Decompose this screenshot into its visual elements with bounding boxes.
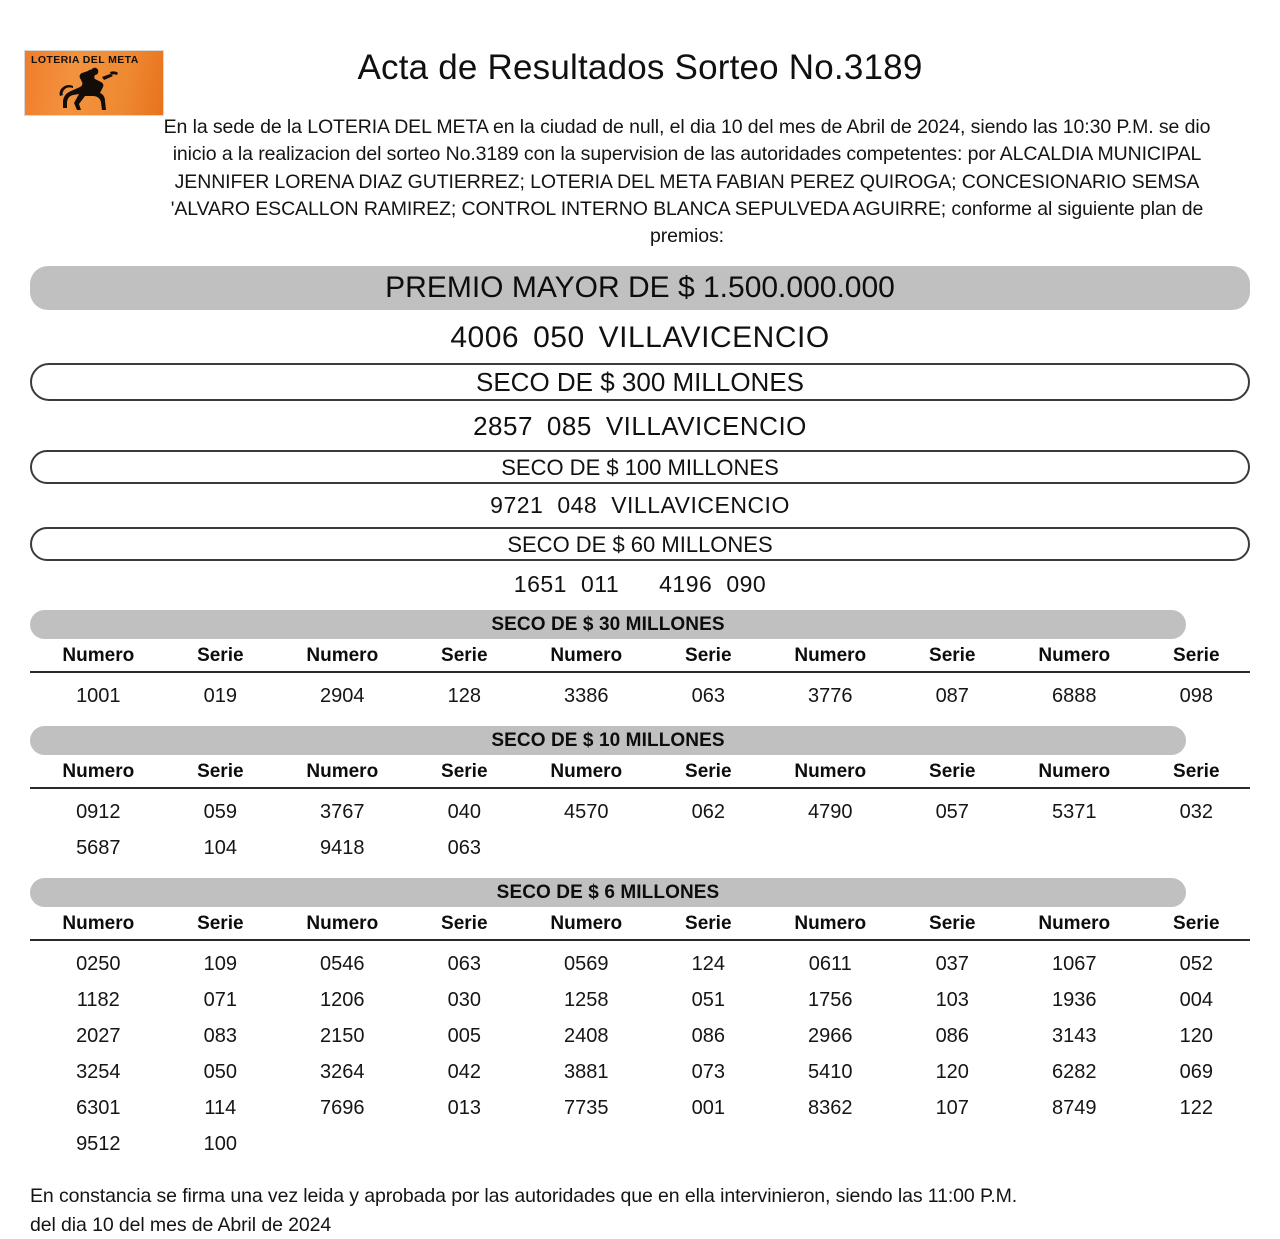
cell-numero: 7696 (320, 1097, 365, 1120)
footer-line-1: En constancia se firma una vez leida y aprobada por las autoridades que en ella intervinieron, siendo las 11:00 P.M. (30, 1185, 1018, 1208)
premio-mayor-banner: PREMIO MAYOR DE $ 1.500.000.000 (30, 266, 1250, 310)
column-header-serie-7: Serie (899, 911, 1006, 940)
cell-numero: 8362 (808, 1097, 853, 1120)
column-header-serie-9: Serie (1143, 759, 1250, 788)
cell-serie: 083 (203, 1025, 237, 1048)
cell-numero: 3386 (564, 685, 609, 708)
seco-60-serie-1: 011 (580, 571, 620, 598)
seco-300-ciudad: VILLAVICENCIO (605, 411, 807, 442)
seco-100-winner (18, 492, 1262, 519)
table-row (30, 940, 1250, 982)
cell-serie: 052 (1179, 953, 1213, 976)
column-header-numero-4: Numero (518, 643, 655, 672)
cell-numero: 0250 (76, 953, 121, 976)
premio-mayor-winner (18, 321, 1262, 355)
cell-serie: 087 (935, 685, 969, 708)
seco-60-serie-2: 090 (726, 571, 767, 598)
table-row (30, 1126, 1250, 1162)
seco-30-table (30, 643, 1250, 714)
column-header-serie-1: Serie (167, 911, 274, 940)
seco-6-section (18, 878, 1262, 1162)
column-header-serie-5: Serie (655, 759, 762, 788)
seco-30-banner: SECO DE $ 30 MILLONES (30, 610, 1186, 639)
cell-serie: 001 (691, 1097, 725, 1120)
cell-numero: 1067 (1052, 953, 1097, 976)
cell-numero: 2027 (76, 1025, 121, 1048)
cell-serie: 100 (203, 1133, 237, 1156)
cell-numero: 5410 (808, 1061, 853, 1084)
column-header-numero-8: Numero (1006, 643, 1143, 672)
seco-10-table (30, 759, 1250, 866)
cell-numero (274, 1126, 411, 1162)
column-header-numero-2: Numero (274, 911, 411, 940)
cell-serie: 063 (447, 837, 481, 860)
cell-numero: 2150 (320, 1025, 365, 1048)
cell-serie: 114 (204, 1097, 237, 1120)
cell-serie: 051 (691, 989, 725, 1012)
cell-numero: 3254 (76, 1061, 121, 1084)
seco-60-numero-1: 1651 (513, 571, 567, 598)
table-header-row (30, 759, 1250, 788)
cell-serie: 062 (691, 801, 725, 824)
column-header-serie-3: Serie (411, 759, 518, 788)
cell-numero: 3143 (1052, 1025, 1097, 1048)
cell-serie: 109 (203, 953, 237, 976)
column-header-serie-1: Serie (167, 643, 274, 672)
cell-numero: 1182 (76, 989, 120, 1012)
loteria-del-meta-logo (24, 50, 164, 116)
column-header-serie-3: Serie (411, 911, 518, 940)
premio-mayor-ciudad: VILLAVICENCIO (598, 321, 830, 355)
seco-6-banner: SECO DE $ 6 MILLONES (30, 878, 1186, 907)
cell-serie: 057 (935, 801, 969, 824)
cell-serie: 071 (203, 989, 237, 1012)
cell-numero: 0912 (76, 801, 121, 824)
column-header-numero-4: Numero (518, 911, 655, 940)
column-header-numero-6: Numero (762, 759, 899, 788)
cell-numero (762, 1126, 899, 1162)
seco-10-section (18, 726, 1262, 866)
column-header-serie-5: Serie (655, 643, 762, 672)
cell-serie: 059 (203, 801, 237, 824)
cell-serie (655, 830, 762, 866)
cell-serie: 124 (691, 953, 725, 976)
cell-serie (411, 1126, 518, 1162)
seco-60-banner: SECO DE $ 60 MILLONES (30, 527, 1250, 561)
cell-numero (1006, 830, 1143, 866)
cell-serie: 069 (1179, 1061, 1213, 1084)
cell-numero: 9418 (320, 837, 365, 860)
cell-numero: 6282 (1052, 1061, 1097, 1084)
table-row (30, 1090, 1250, 1126)
footer-text (30, 1182, 1240, 1239)
table-row (30, 982, 1250, 1018)
cell-numero: 3264 (320, 1061, 365, 1084)
document-header (18, 0, 1262, 108)
cell-numero: 7735 (564, 1097, 609, 1120)
cell-numero: 3881 (564, 1061, 609, 1084)
seco-10-banner: SECO DE $ 10 MILLONES (30, 726, 1186, 755)
cell-numero: 0569 (564, 953, 609, 976)
cell-serie: 063 (691, 685, 725, 708)
cell-numero: 6301 (76, 1097, 121, 1120)
premio-mayor-serie: 050 (533, 321, 585, 355)
table-row (30, 1054, 1250, 1090)
cell-serie: 030 (447, 989, 481, 1012)
cell-numero: 1756 (808, 989, 853, 1012)
column-header-serie-9: Serie (1143, 643, 1250, 672)
cell-numero: 1001 (76, 685, 121, 708)
column-header-numero-8: Numero (1006, 911, 1143, 940)
seco-6-table (30, 911, 1250, 1162)
table-header-row (30, 643, 1250, 672)
cell-serie: 122 (1179, 1097, 1213, 1120)
table-header-row (30, 911, 1250, 940)
column-header-serie-5: Serie (655, 911, 762, 940)
seco-10-body (30, 788, 1250, 866)
seco-100-numero: 9721 (490, 492, 544, 519)
cell-numero: 1258 (564, 989, 609, 1012)
cell-numero: 5371 (1052, 801, 1097, 824)
cell-numero: 6888 (1052, 685, 1097, 708)
seco-6-body (30, 940, 1250, 1162)
column-header-numero-0: Numero (30, 759, 167, 788)
table-row (30, 1018, 1250, 1054)
column-header-numero-6: Numero (762, 643, 899, 672)
seco-100-banner: SECO DE $ 100 MILLONES (30, 450, 1250, 484)
seco-300-winner (18, 411, 1262, 442)
seco-100-serie: 048 (557, 492, 598, 519)
cell-numero: 2966 (808, 1025, 853, 1048)
cell-numero: 8749 (1052, 1097, 1097, 1120)
column-header-serie-9: Serie (1143, 911, 1250, 940)
column-header-numero-2: Numero (274, 643, 411, 672)
cell-numero: 1936 (1052, 989, 1097, 1012)
cell-serie: 098 (1179, 685, 1213, 708)
table-row (30, 788, 1250, 830)
cell-numero: 5687 (76, 837, 121, 860)
cell-serie: 103 (935, 989, 969, 1012)
cell-serie: 013 (447, 1097, 481, 1120)
cell-serie (1143, 830, 1250, 866)
cell-numero: 2904 (320, 685, 365, 708)
cell-serie: 086 (691, 1025, 725, 1048)
cell-serie: 120 (1179, 1025, 1213, 1048)
intro-paragraph: En la sede de la LOTERIA DEL META en la ciudad de null, el dia 10 del mes de Abril de 2024, siendo las 10:30 P.M. se dio inicio a la realizacion del sorteo No.3189 con la supervision de las autoridades competentes: por ALCALDIA MUNICIPAL JENNIFER LORENA DIAZ GUTIERREZ; LOTERIA DEL META FABIAN PEREZ QUIROGA; CONCESIONARIO SEMSA 'ALVARO ESCALLON RAMIREZ; CONTROL INTERNO BLANCA SEPULVEDA AGUIRRE; conforme al siguiente plan de premios: (163, 116, 1211, 248)
seco-30-section (18, 610, 1262, 714)
cell-serie (1143, 1126, 1250, 1162)
column-header-serie-7: Serie (899, 643, 1006, 672)
column-header-numero-0: Numero (30, 911, 167, 940)
column-header-serie-7: Serie (899, 759, 1006, 788)
cell-numero (518, 1126, 655, 1162)
seco-300-serie: 085 (546, 411, 592, 442)
table-row (30, 830, 1250, 866)
column-header-serie-3: Serie (411, 643, 518, 672)
cell-serie: 040 (447, 801, 481, 824)
seco-60-winners (18, 571, 1262, 598)
cell-serie: 128 (447, 685, 481, 708)
cell-numero: 9512 (76, 1133, 121, 1156)
page-title: Acta de Resultados Sorteo No.3189 (357, 48, 923, 87)
seco-30-body (30, 672, 1250, 714)
cell-serie: 120 (935, 1061, 969, 1084)
cell-serie (655, 1126, 762, 1162)
cell-serie: 063 (447, 953, 481, 976)
premio-mayor-numero: 4006 (450, 321, 520, 355)
logo-label: LOTERIA DEL META (31, 54, 139, 66)
cell-serie (899, 830, 1006, 866)
cell-serie: 042 (447, 1061, 481, 1084)
cell-numero: 4570 (564, 801, 609, 824)
seco-300-numero: 2857 (473, 411, 533, 442)
cell-serie: 107 (935, 1097, 969, 1120)
cell-numero: 0611 (808, 953, 852, 976)
cell-serie: 004 (1179, 989, 1213, 1012)
cell-serie: 050 (203, 1061, 237, 1084)
cell-serie: 073 (691, 1061, 725, 1084)
cell-numero (518, 830, 655, 866)
seco-60-numero-2: 4196 (659, 571, 713, 598)
cell-numero: 3776 (808, 685, 853, 708)
column-header-numero-4: Numero (518, 759, 655, 788)
column-header-numero-8: Numero (1006, 759, 1143, 788)
seco-100-ciudad: VILLAVICENCIO (611, 492, 790, 519)
horse-rider-icon (53, 64, 137, 112)
cell-serie: 032 (1179, 801, 1213, 824)
cell-serie (899, 1126, 1006, 1162)
cell-numero: 0546 (320, 953, 365, 976)
cell-numero (1006, 1126, 1143, 1162)
cell-numero: 4790 (808, 801, 853, 824)
footer-line-2: del dia 10 del mes de Abril de 2024 (30, 1213, 332, 1236)
table-row (30, 672, 1250, 714)
cell-numero (762, 830, 899, 866)
column-header-serie-1: Serie (167, 759, 274, 788)
cell-serie: 086 (935, 1025, 969, 1048)
column-header-numero-0: Numero (30, 643, 167, 672)
cell-serie: 104 (203, 837, 237, 860)
column-header-numero-6: Numero (762, 911, 899, 940)
seco-300-banner: SECO DE $ 300 MILLONES (30, 363, 1250, 401)
cell-numero: 3767 (320, 801, 365, 824)
cell-serie: 037 (935, 953, 969, 976)
cell-numero: 1206 (320, 989, 365, 1012)
column-header-numero-2: Numero (274, 759, 411, 788)
cell-numero: 2408 (564, 1025, 609, 1048)
cell-serie: 019 (203, 685, 237, 708)
cell-serie: 005 (447, 1025, 481, 1048)
